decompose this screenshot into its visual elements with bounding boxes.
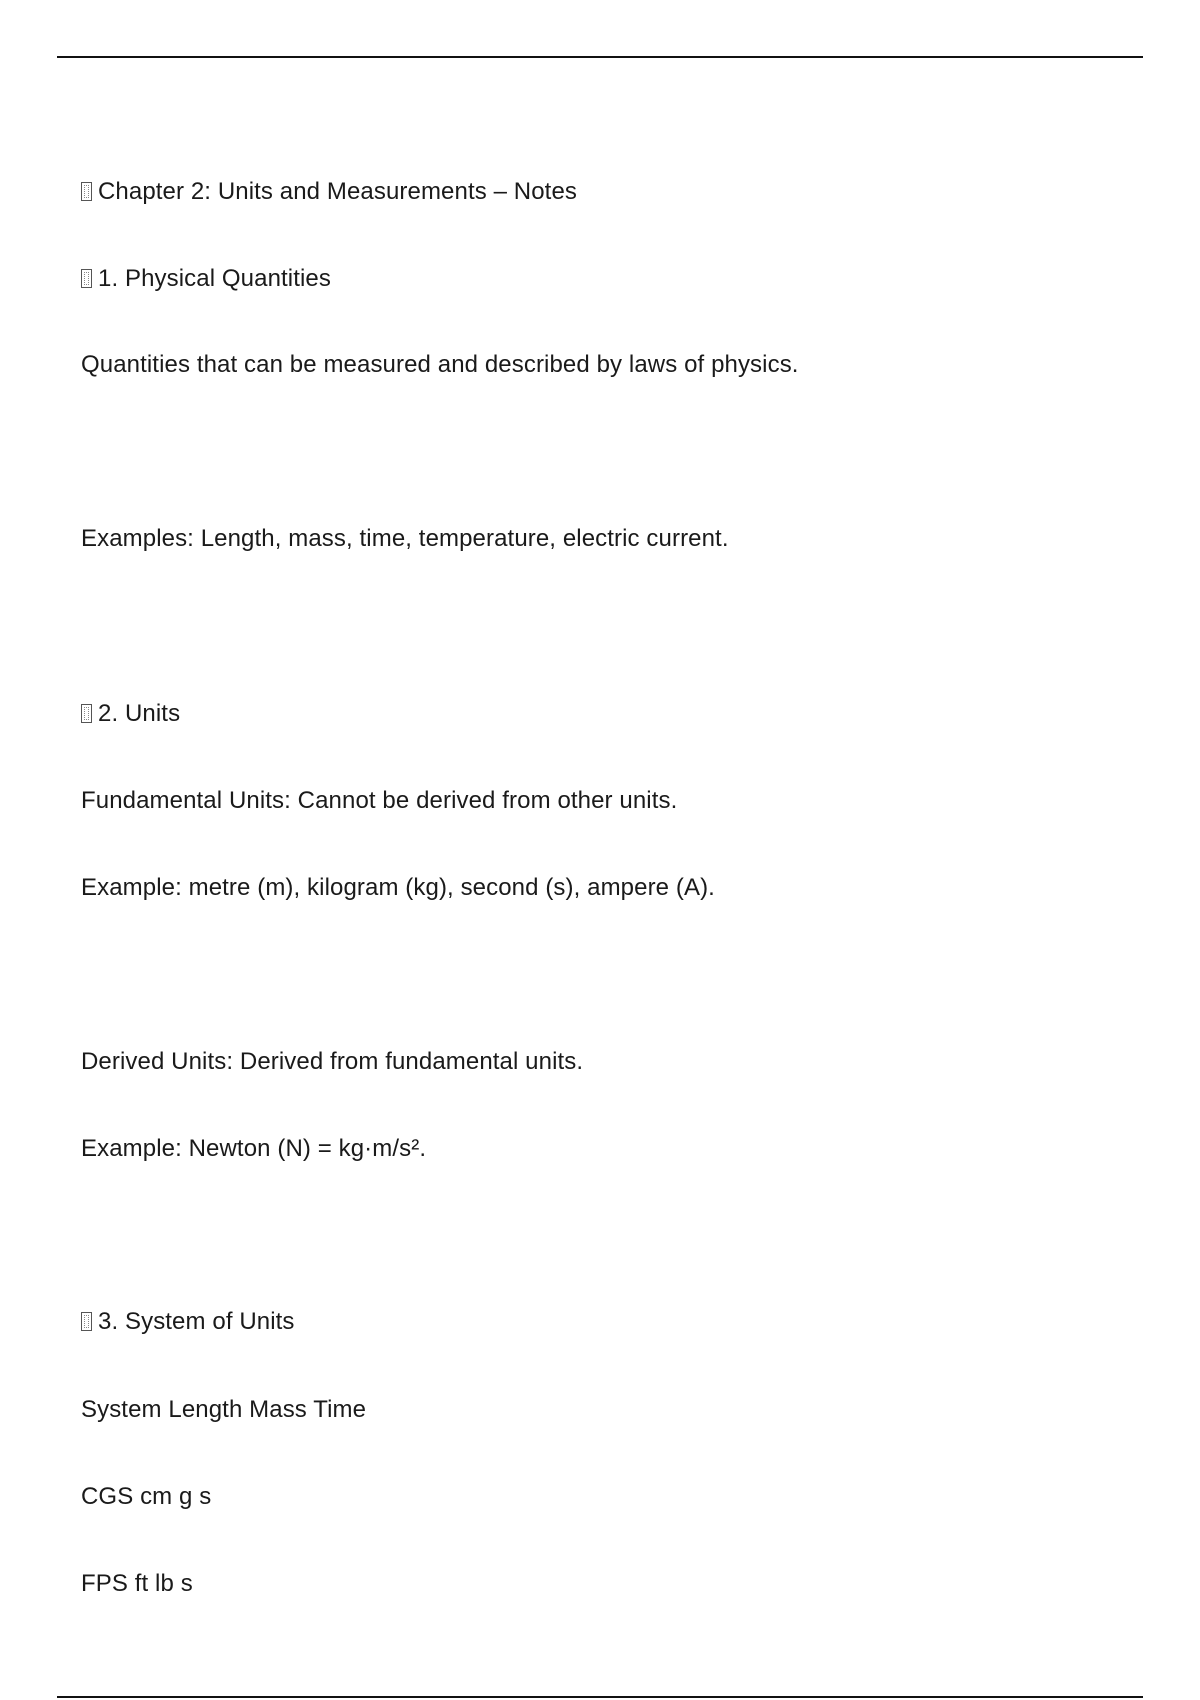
section-heading-units xyxy=(81,699,180,729)
top-divider xyxy=(57,56,1143,58)
derived-units-example: Example: Newton (N) = kg·m/s². xyxy=(81,1135,427,1162)
missing-glyph-icon xyxy=(81,704,92,723)
units-table-row-cgs: CGS cm g s xyxy=(81,1483,212,1510)
section-heading-system-of-units xyxy=(81,1307,295,1337)
bottom-divider xyxy=(57,1696,1143,1698)
missing-glyph-icon xyxy=(81,182,92,201)
units-table-row-fps: FPS ft lb s xyxy=(81,1570,193,1597)
physical-quantities-definition: Quantities that can be measured and described by laws of physics. xyxy=(81,351,799,378)
fundamental-units-text: Fundamental Units: Cannot be derived from other units. xyxy=(81,787,678,814)
section-heading-text: 3. System of Units xyxy=(98,1308,295,1335)
derived-units-text: Derived Units: Derived from fundamental units. xyxy=(81,1048,584,1075)
missing-glyph-icon xyxy=(81,269,92,288)
fundamental-units-example: Example: metre (m), kilogram (kg), second (s), ampere (A). xyxy=(81,874,715,901)
units-table-header: System Length Mass Time xyxy=(81,1396,367,1423)
section-heading-physical-quantities xyxy=(81,264,331,294)
missing-glyph-icon xyxy=(81,1312,92,1331)
physical-quantities-examples: Examples: Length, mass, time, temperature, electric current. xyxy=(81,525,729,552)
section-heading-text: 1. Physical Quantities xyxy=(98,265,331,292)
chapter-title-text: Chapter 2: Units and Measurements – Notes xyxy=(98,178,578,205)
section-heading-text: 2. Units xyxy=(98,700,181,727)
chapter-title xyxy=(81,177,577,207)
